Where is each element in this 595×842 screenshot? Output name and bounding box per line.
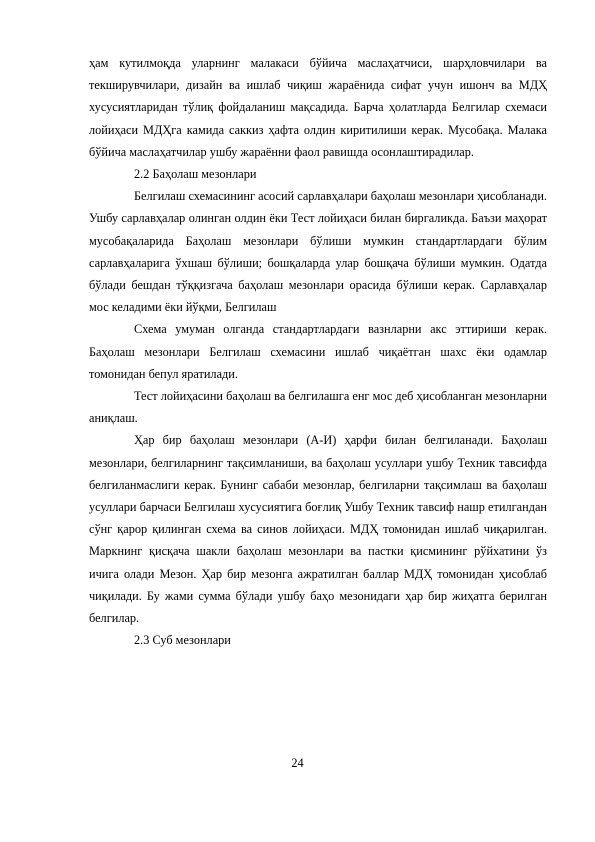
paragraph-define-criteria: Тест лойиҳасини баҳолаш ва белгилашга енг мос деб ҳисобланган мезонларни аниқлаш. bbox=[89, 389, 547, 426]
section-heading-2-2: 2.2 Баҳолаш мезонлари bbox=[134, 167, 257, 182]
paragraph-letter-criteria: Ҳар бир баҳолаш мезонлари (А-И) ҳарфи билан белгиланади. Баҳолаш мезонлари, белгиларнинг тақсимланиши, ва баҳолаш усуллари ушбу Техник тавсифда белгиланмаслиги керак. Бунинг сабаби мезонлар, белгиларни тақсимлаш ва баҳолаш усуллари барчаси Белгилаш хусусиятига боғлиқ Ушбу Техник тавсиф нашр етилгандан сўнг қарор қилинган схема ва синов лойиҳаси. МДҲ томонидан ишлаб чиқарилган. Маркнинг қисқача шакли баҳолаш мезонлари ва пастки қисмининг рўйхатини ўз ичига олади Мезон. Ҳар бир мезонга ажратилган баллар МДҲ томонидан ҳисоблаб чиқилади. Бу жами сумма бўлади ушбу баҳо мезонидаги ҳар бир жиҳатга берилган белгилар. bbox=[89, 433, 547, 626]
section-heading-2-3: 2.3 Суб мезонлари bbox=[134, 633, 231, 648]
paragraph-continuation: ҳам кутилмоқда уларнинг малакаси бўйича маслаҳатчиси, шарҳловчилари ва текширувчилари, дизайн ва ишлаб чиқиш жараёнида сифат учун ишонч ва МДҲ хусусиятларидан тўлиқ фойдаланиш мақсадида. Барча ҳолатларда Белгилар схемаси лойиҳаси МДҲга камида саккиз ҳафта олдин киритилиши керак. Мусобақа. Малака бўйича маслаҳатчилар ушбу жараённи фаол равишда осонлаштирадилар. bbox=[89, 56, 547, 159]
body-text bbox=[89, 52, 547, 651]
paragraph-criteria-headings: Белгилаш схемасининг асосий сарлавҳалари баҳолаш мезонлари ҳисобланади. Ушбу сарлавҳалар олинган олдин ёки Тест лойиҳаси билан биргаликда. Баъзи маҳорат мусобақаларида Баҳолаш мезонлари бўлиши мумкин стандартлардаги бўлим сарлавҳаларига ўхшаш бўлиши; бошқаларда улар бошқача бўлиши мумкин. Одатда бўлади бешдан тўққизгача баҳолаш мезонлари орасида бўлиши керак. Сарлавҳалар мос келадими ёки йўқми, Белгилаш bbox=[89, 189, 547, 315]
page-number: 24 bbox=[291, 756, 304, 770]
paragraph-schema-weights: Схема умуман олганда стандартлардаги вазнларни акс эттириши керак. Баҳолаш мезонлари Белгилаш схемасини ишлаб чиқаётган шахс ёки одамлар томонидан бепул яратилади. bbox=[89, 322, 547, 381]
